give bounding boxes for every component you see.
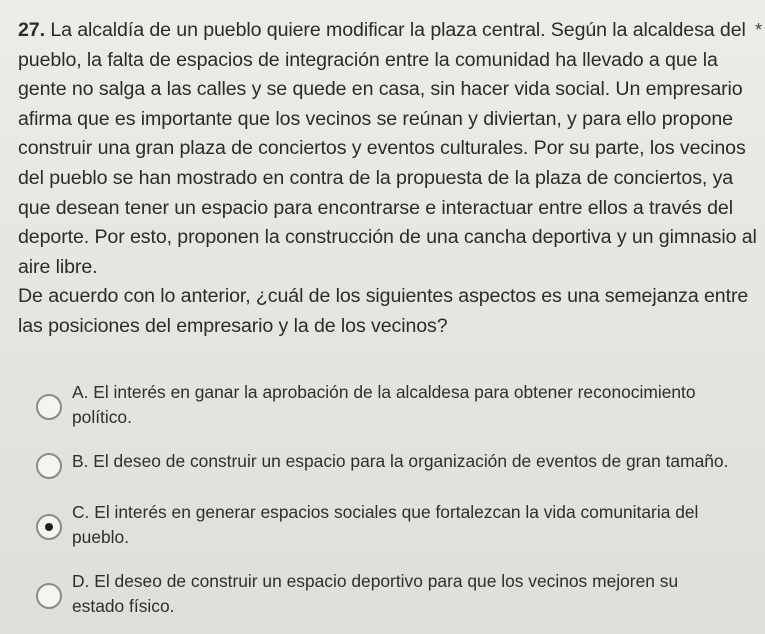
option-d-label: D. El deseo de construir un espacio deportivo para que los vecinos mejoren su estado físico. bbox=[72, 571, 679, 616]
question-prompt: De acuerdo con lo anterior, ¿cuál de los siguientes aspectos es una semejanza entre las posiciones del empresario y la de los vecinos? bbox=[18, 285, 749, 337]
question-number: 27. bbox=[18, 19, 45, 41]
question-stem bbox=[18, 16, 758, 282]
selected-dot-icon bbox=[45, 523, 53, 531]
option-c-label: C. El interés en generar espacios sociales que fortalezcan la vida comunitaria del pueblo. bbox=[72, 502, 699, 547]
option-b-label: B. El deseo de construir un espacio para la organización de eventos de gran tamaño. bbox=[72, 451, 729, 471]
option-c-radio[interactable] bbox=[36, 514, 62, 540]
required-marker: * bbox=[755, 20, 762, 40]
question-text: La alcaldía de un pueblo quiere modificar la plaza central. Según la alcaldesa del pueblo, la falta de espacios de integración entre la comunidad ha llevado a que la gente no salga a las calles y se quede en casa, sin hacer vida social. Un empresario afirma que es importante que los vecinos se reúnan y diviertan, y para ello propone construir una gran plaza de conciertos y eventos culturales. Por su parte, los vecinos del pueblo se han mostrado en contra de la propuesta de la plaza de conciertos, ya que desean tener un espacio para encontrarse e interactuar entre ellos a través del deporte. Por esto, proponen la construcción de una cancha deportiva y un gimnasio al aire libre. bbox=[18, 19, 757, 278]
option-d-radio[interactable] bbox=[36, 583, 62, 609]
question-block bbox=[18, 16, 762, 342]
option-a-label: A. El interés en ganar la aprobación de la alcaldesa para obtener reconocimiento político. bbox=[72, 382, 696, 427]
option-a-radio[interactable] bbox=[36, 394, 62, 420]
option-b-radio[interactable] bbox=[36, 453, 62, 479]
